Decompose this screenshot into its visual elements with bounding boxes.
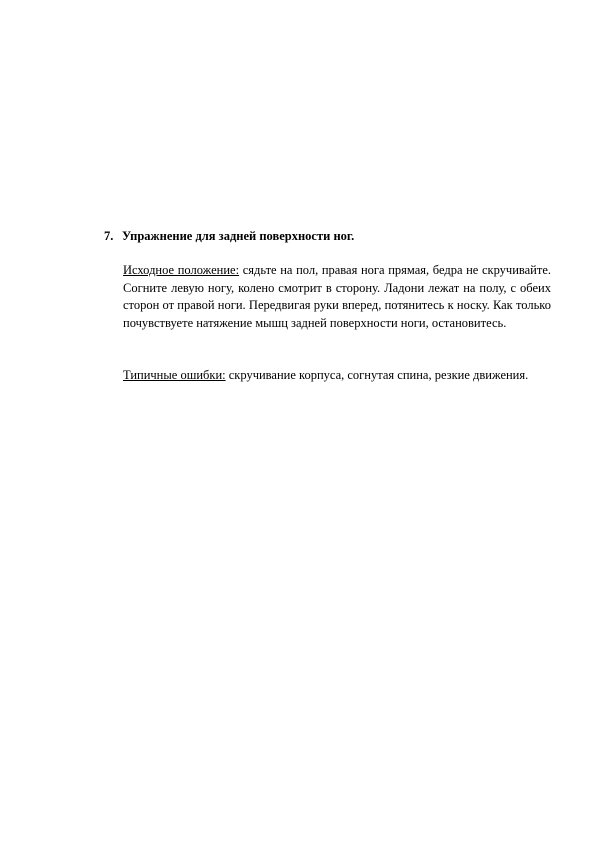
exercise-title: Упражнение для задней поверхности ног. xyxy=(122,229,355,243)
typical-mistakes-paragraph xyxy=(123,367,551,385)
typical-mistakes-text: скручивание корпуса, согнутая спина, резкие движения. xyxy=(225,368,529,382)
typical-mistakes-label: Типичные ошибки: xyxy=(123,368,226,382)
starting-position-text: сядьте на пол, правая нога прямая, бедра не скручивайте. Согните левую ногу, колено смотрит в сторону. Ладони лежат на полу, с обеих сторон от правой ноги. Передвигая руки вперед, потянитесь к носку. Как только почувствуете натяжение мышц задней поверхности ноги, остановитесь. xyxy=(123,263,552,330)
starting-position-paragraph xyxy=(123,262,551,332)
exercise-heading xyxy=(104,228,524,244)
starting-position-label: Исходное положение: xyxy=(123,263,240,277)
exercise-number: 7. xyxy=(104,229,114,243)
